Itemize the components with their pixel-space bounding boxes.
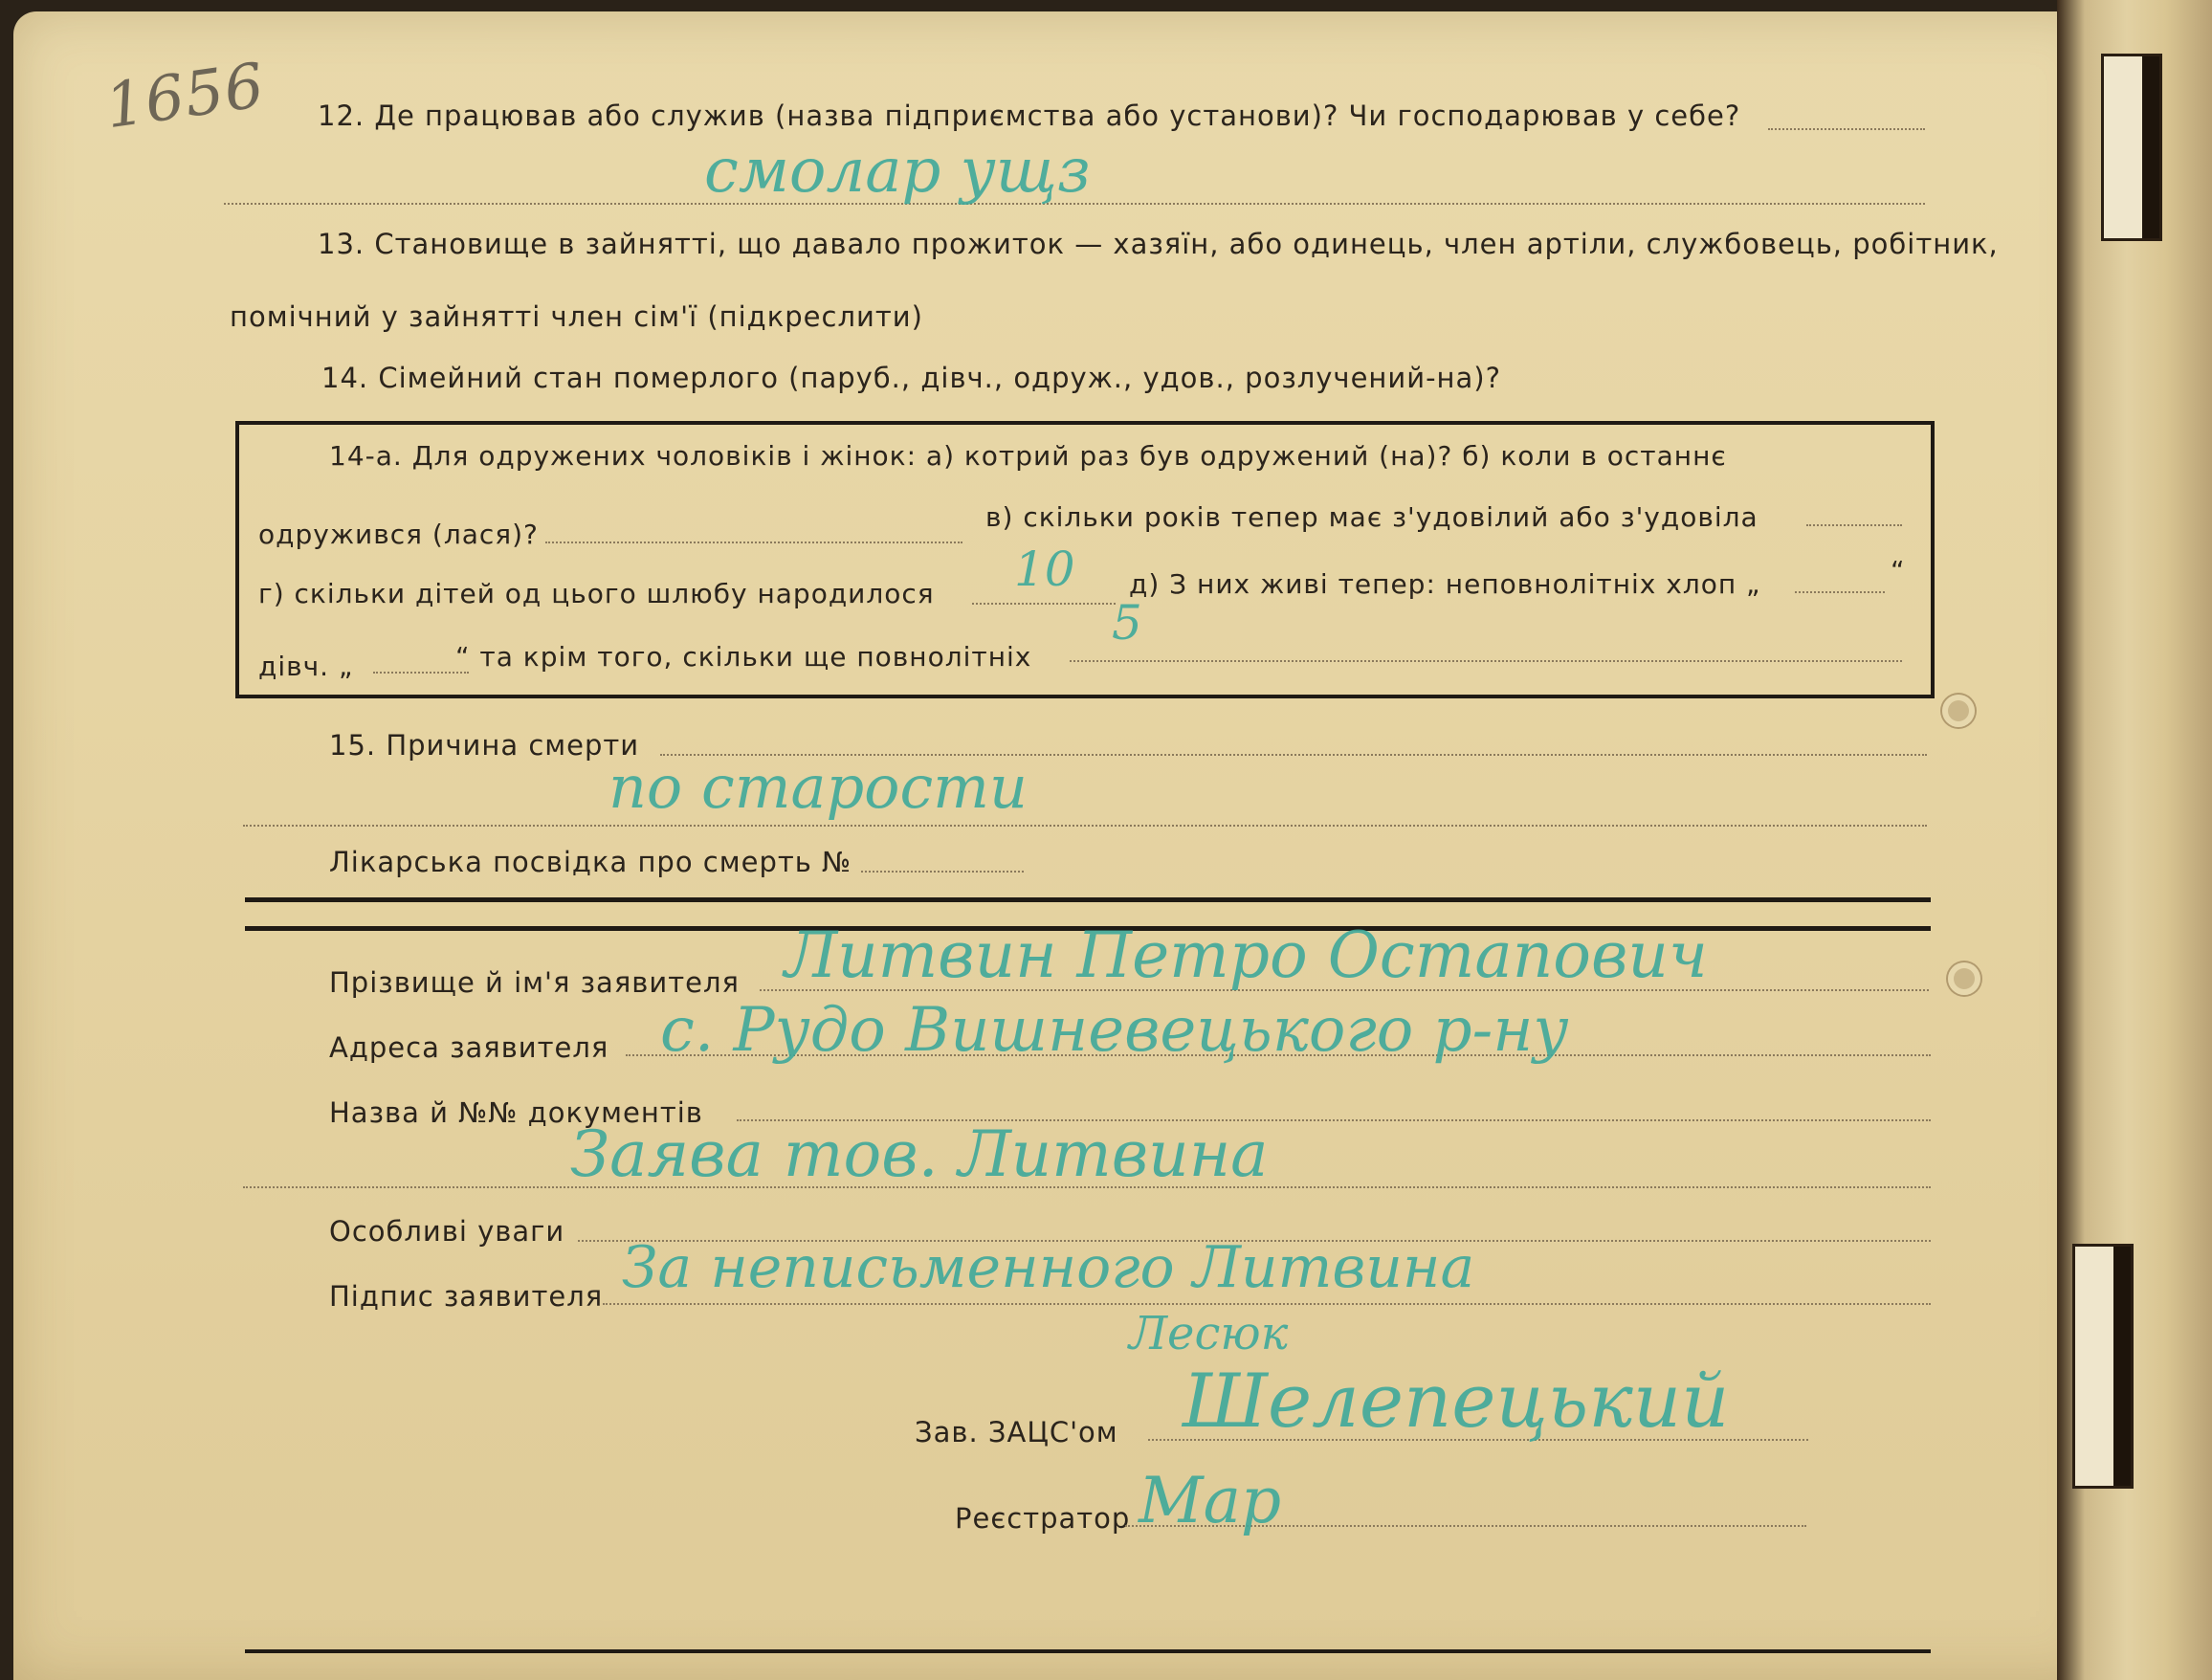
page-bottom-rule bbox=[245, 1649, 1931, 1653]
punch-hole bbox=[1942, 695, 1975, 727]
applicant-name-value: Литвин Петро Остапович bbox=[785, 918, 1708, 992]
q15-label: 15. Причина смерти bbox=[329, 729, 640, 762]
applicant-notes-label: Особливі уваги bbox=[329, 1215, 565, 1248]
q14a-children-born: 10 bbox=[1014, 542, 1075, 597]
applicant-address-value: с. Рудо Вишневецького р-ну bbox=[660, 995, 1569, 1066]
q14a-line2a: одружився (лася)? bbox=[258, 519, 539, 550]
divider-rule-top bbox=[245, 897, 1931, 902]
q14-label: 14. Сімейний стан померлого (паруб., дівч., одруж., удов., розлучений-на)? bbox=[321, 362, 1501, 394]
applicant-extra-signature: Лесюк bbox=[1129, 1307, 1289, 1360]
q14a-born-line bbox=[972, 603, 1116, 605]
applicant-name-label: Прізвище й ім'я заявителя bbox=[329, 966, 740, 999]
q13-line1: 13. Становище в зайнятті, що давало прожиток — хазяїн, або одинець, член артіли, службовець, робітник, bbox=[318, 228, 1999, 260]
binding-tab-top bbox=[2101, 54, 2162, 241]
applicant-signature-value: За неписьменного Литвина bbox=[622, 1234, 1475, 1301]
pencil-number: 1656 bbox=[100, 50, 270, 144]
applicant-docs-label: Назва й №№ документів bbox=[329, 1096, 703, 1129]
punch-hole bbox=[1948, 962, 1980, 995]
head-label: Зав. ЗАЦС'ом bbox=[915, 1416, 1118, 1448]
q14a-widowed-line bbox=[1806, 524, 1902, 526]
q14a-line2b: в) скільки років тепер має з'удовілий або з'удовіла bbox=[985, 501, 1759, 533]
q15-answer-line bbox=[243, 825, 1927, 827]
q12-label: 12. Де працював або служив (назва підприємства або установи)? Чи господарював у себе? bbox=[318, 99, 1741, 132]
q14a-line3b: д) З них живі тепер: неповнолітніх хлоп „ bbox=[1129, 568, 1761, 600]
q14a-adults-line bbox=[1070, 660, 1902, 662]
q14a-girls-line bbox=[373, 672, 469, 674]
applicant-address-label: Адреса заявителя bbox=[329, 1031, 609, 1064]
registrar-label: Реєстратор bbox=[955, 1502, 1131, 1535]
q14a-married-line bbox=[545, 542, 962, 543]
q14a-line4b: “ та крім того, скільки ще повнолітніх bbox=[455, 641, 1032, 673]
q14a-children-living: 5 bbox=[1112, 595, 1142, 651]
applicant-signature-line bbox=[603, 1303, 1931, 1305]
applicant-docs-value: Заява тов. Литвина bbox=[570, 1117, 1269, 1191]
head-signature: Шелепецький bbox=[1183, 1359, 1730, 1445]
q14a-line4a: дівч. „ bbox=[258, 651, 354, 682]
q13-line2: помічний у зайнятті член сім'ї (підкреслити) bbox=[230, 300, 923, 333]
binding-tab-bottom bbox=[2072, 1244, 2134, 1489]
applicant-signature-label: Підпис заявителя bbox=[329, 1280, 604, 1313]
q15-answer: по старости bbox=[608, 752, 1028, 822]
registrar-signature: Мар bbox=[1139, 1464, 1282, 1537]
q14a-line1: 14-а. Для одружених чоловіків і жінок: а) котрий раз був одружений (на)? б) коли в останнє bbox=[329, 440, 1727, 472]
certificate-line bbox=[861, 871, 1024, 873]
q14a-boys-line bbox=[1795, 591, 1885, 593]
q12-dotted-line bbox=[1768, 128, 1925, 130]
q14a-line3a: г) скільки дітей од цього шлюбу народилося bbox=[258, 578, 935, 609]
certificate-label: Лікарська посвідка про смерть № bbox=[329, 846, 852, 878]
q12-answer: смолар ущз bbox=[704, 136, 1091, 207]
q14a-line3c: “ bbox=[1891, 555, 1906, 586]
